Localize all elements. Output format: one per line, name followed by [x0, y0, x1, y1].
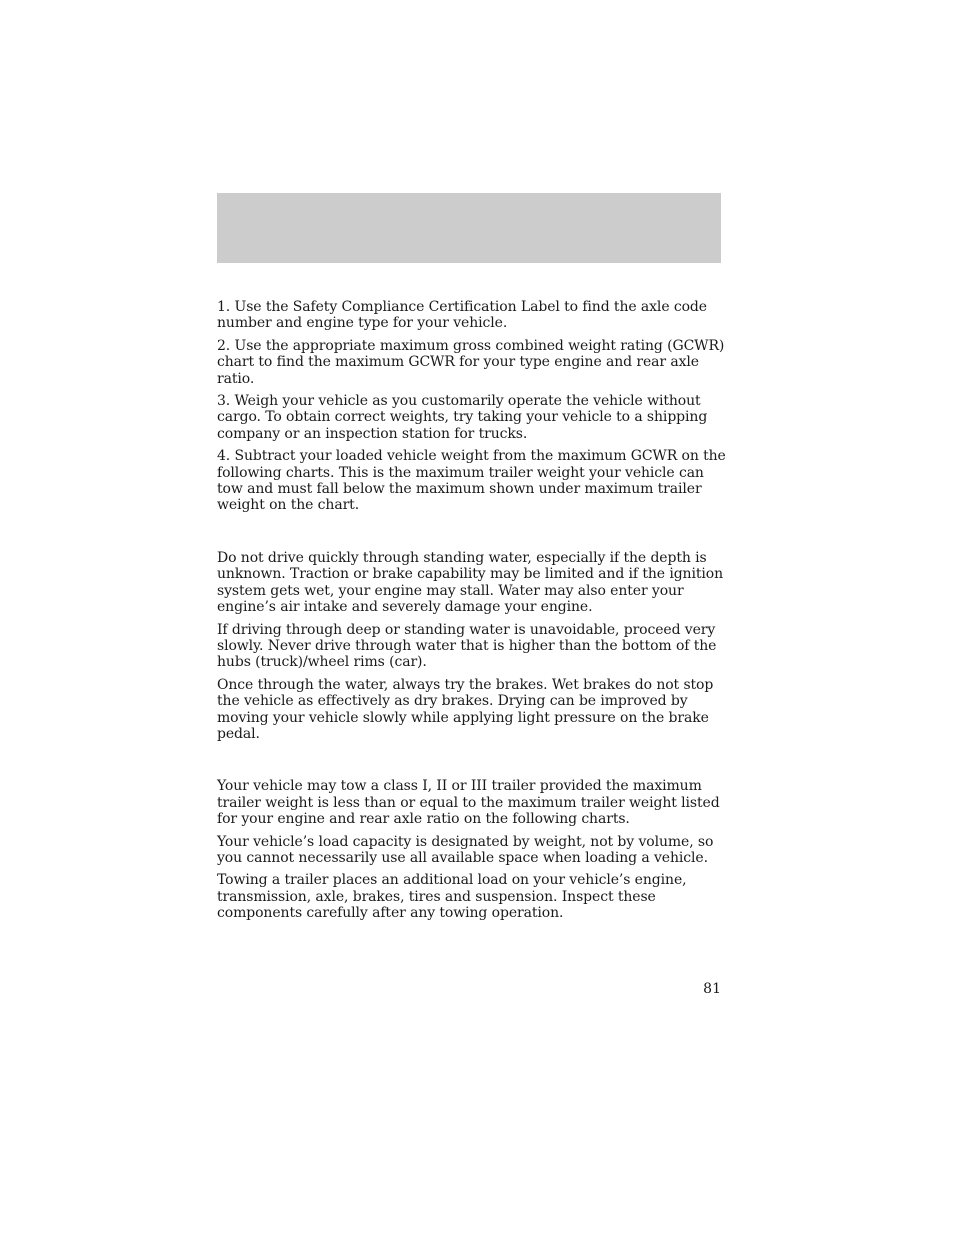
trailer-towing-section	[217, 778, 727, 921]
header-band	[217, 193, 721, 263]
step-paragraph: 2. Use the appropriate maximum gross combined weight rating (GCWR) chart to find the maximum GCWR for your type engine and rear axle ratio.	[217, 337, 725, 387]
body-paragraph: Once through the water, always try the brakes. Wet brakes do not stop the vehicle as effectively as dry brakes. Drying can be improved by moving your vehicle slowly while applying light pressure on the brake pedal.	[217, 676, 714, 742]
body-paragraph: Do not drive quickly through standing water, especially if the depth is unknown. Traction or brake capability may be limited and if the ignition system gets wet, your engine may stall. Water may also enter your engine’s air intake and severely damage your engine.	[217, 549, 724, 616]
step-paragraph: 4. Subtract your loaded vehicle weight from the maximum GCWR on the following charts. This is the maximum trailer weight your vehicle can tow and must fall below the maximum shown under maximum trailer weight on the chart.	[217, 448, 726, 514]
page-content	[217, 299, 727, 922]
trailer-weight-steps	[217, 299, 727, 514]
step-paragraph: 1. Use the Safety Compliance Certification Label to find the axle code number and engine type for your vehicle.	[217, 299, 707, 332]
step-paragraph: 3. Weigh your vehicle as you customarily operate the vehicle without cargo. To obtain correct weights, try taking your vehicle to a shipping company or an inspection station for trucks.	[217, 393, 708, 442]
page-number: 81	[703, 981, 721, 997]
body-paragraph: Your vehicle may tow a class I, II or III trailer provided the maximum trailer weight is less than or equal to the maximum trailer weight listed for your engine and rear axle ratio on the following charts.	[217, 778, 720, 828]
body-paragraph: If driving through deep or standing water is unavoidable, proceed very slowly. Never drive through water that is higher than the bottom of the hubs (truck)/wheel rims (car).	[217, 621, 717, 671]
body-paragraph: Towing a trailer places an additional load on your vehicle’s engine, transmission, axle, brakes, tires and suspension. Inspect these components carefully after any towing operation.	[217, 872, 687, 922]
standing-water-section	[217, 550, 727, 742]
body-paragraph: Your vehicle’s load capacity is designated by weight, not by volume, so you cannot necessarily use all available space when loading a vehicle.	[217, 833, 714, 866]
